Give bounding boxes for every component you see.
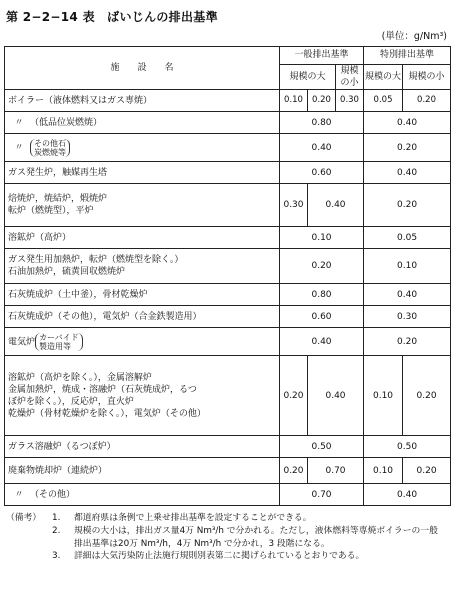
remark-number: 1. bbox=[52, 513, 61, 523]
table-row bbox=[5, 484, 451, 506]
remark-number: 2. bbox=[52, 525, 61, 536]
table-row bbox=[5, 436, 451, 458]
table-row bbox=[5, 284, 451, 306]
remark-item bbox=[6, 550, 446, 563]
special-small-value: 0.20 bbox=[403, 90, 451, 112]
facility-name-text: （低品位炭燃焼） bbox=[30, 117, 103, 128]
special-value: 0.20 bbox=[364, 184, 451, 227]
facility-name bbox=[5, 112, 280, 134]
general-value: 0.80 bbox=[280, 112, 364, 134]
special-value: 0.20 bbox=[364, 134, 451, 162]
facility-header: 施 設 名 bbox=[5, 47, 280, 90]
general-value: 0.20 bbox=[280, 249, 364, 284]
special-large-value: 0.10 bbox=[364, 356, 403, 436]
table-row bbox=[5, 227, 451, 249]
table-row bbox=[5, 90, 451, 112]
special-value: 0.40 bbox=[364, 484, 451, 506]
general-value: 0.60 bbox=[280, 306, 364, 328]
general-value: 0.60 bbox=[280, 162, 364, 184]
general-small-value: 0.40 bbox=[308, 184, 364, 227]
ditto-mark: 〃 bbox=[14, 143, 24, 154]
general-standard-header: 一般排出基準 bbox=[280, 47, 364, 65]
general-large-value: 0.20 bbox=[280, 458, 308, 484]
facility-name: 石灰焼成炉（土中釜），骨材乾燥炉 bbox=[5, 284, 280, 306]
remarks-label: （備考） bbox=[6, 513, 42, 523]
special-value: 0.30 bbox=[364, 306, 451, 328]
facility-name: ガス発生用加熱炉，転炉（燃焼型を除く。） 石油加熱炉，硫黄回収燃焼炉 bbox=[5, 249, 280, 284]
general-large-value: 0.30 bbox=[280, 184, 308, 227]
general-small-header: 規模の小 bbox=[336, 65, 364, 90]
ditto-mark: 〃 bbox=[14, 489, 24, 500]
general-large-value: 0.20 bbox=[280, 356, 308, 436]
special-small-header: 規模の小 bbox=[403, 65, 451, 90]
table-row bbox=[5, 134, 451, 162]
general-small-value-b: 0.30 bbox=[336, 90, 364, 112]
special-large-value: 0.10 bbox=[364, 458, 403, 484]
special-small-value: 0.20 bbox=[403, 356, 451, 436]
table-title: 第 2−2−14 表 ばいじんの排出基準 bbox=[6, 10, 218, 24]
general-value: 0.50 bbox=[280, 436, 364, 458]
remark-text: 詳細は大気汚染防止法施行規則別表第二に掲げられているとおりである。 bbox=[74, 551, 365, 562]
facility-name: 溶鉱炉（高炉を除く。），金属溶解炉 金属加熱炉，焼成・溶融炉（石灰焼成炉，るつ ぼ炉を除く。），反応炉，直火炉 乾燥炉（骨材乾燥炉を除く。），電気炉（その他） bbox=[5, 356, 280, 436]
general-small-value: 0.70 bbox=[308, 458, 364, 484]
table-row bbox=[5, 356, 451, 436]
paren-note: その他石 炭燃焼等 bbox=[30, 139, 70, 157]
general-value: 0.70 bbox=[280, 484, 364, 506]
special-value: 0.10 bbox=[364, 249, 451, 284]
general-value: 0.80 bbox=[280, 284, 364, 306]
general-large-header: 規模の大 bbox=[280, 65, 336, 90]
general-small-value: 0.40 bbox=[308, 356, 364, 436]
table-row bbox=[5, 249, 451, 284]
special-value: 0.50 bbox=[364, 436, 451, 458]
remark-item bbox=[6, 512, 446, 525]
facility-name-text: （その他） bbox=[30, 489, 76, 500]
facility-name: 焙焼炉，焼結炉，煆焼炉 転炉（燃焼型），平炉 bbox=[5, 184, 280, 227]
table-row bbox=[5, 328, 451, 356]
special-value: 0.05 bbox=[364, 227, 451, 249]
paren-note: カーバイド 製造用等 bbox=[35, 333, 83, 351]
general-value: 0.40 bbox=[280, 134, 364, 162]
facility-name bbox=[5, 134, 280, 162]
unit-label: (単位：g/Nm³) bbox=[381, 31, 447, 42]
table-row bbox=[5, 112, 451, 134]
ditto-mark: 〃 bbox=[14, 117, 24, 128]
remarks bbox=[6, 512, 446, 563]
table-row bbox=[5, 458, 451, 484]
general-small-value-a: 0.20 bbox=[308, 90, 336, 112]
facility-name: ボイラー（液体燃料又はガス専焼） bbox=[5, 90, 280, 112]
special-small-value: 0.20 bbox=[403, 458, 451, 484]
remark-text: 規模の大小は，排出ガス量4万 Nm³/h で分かれる。ただし，液体燃料等専焼ボイラーの一般排出基準は20万 Nm³/h，4万 Nm³/h で分かれ，3 段階になる。 bbox=[74, 525, 438, 549]
special-large-header: 規模の大 bbox=[364, 65, 403, 90]
general-large-value: 0.10 bbox=[280, 90, 308, 112]
facility-name: 電気炉カーバイド 製造用等 bbox=[5, 328, 280, 356]
facility-name: 石灰焼成炉（その他），電気炉（合金鉄製造用） bbox=[5, 306, 280, 328]
remark-number: 3. bbox=[52, 551, 61, 562]
table-row bbox=[5, 306, 451, 328]
facility-name: ガラス溶融炉（るつぼ炉） bbox=[5, 436, 280, 458]
special-value: 0.20 bbox=[364, 328, 451, 356]
special-value: 0.40 bbox=[364, 284, 451, 306]
remark-item bbox=[6, 525, 446, 551]
general-value: 0.40 bbox=[280, 328, 364, 356]
facility-name: 溶鉱炉（高炉） bbox=[5, 227, 280, 249]
special-standard-header: 特別排出基準 bbox=[364, 47, 451, 65]
remark-text: 都道府県は条例で上乗せ排出基準を設定することができる。 bbox=[74, 513, 312, 523]
facility-name: ガス発生炉，触媒再生塔 bbox=[5, 162, 280, 184]
table-row bbox=[5, 184, 451, 227]
table-row bbox=[5, 162, 451, 184]
facility-name: 廃棄物焼却炉（連続炉） bbox=[5, 458, 280, 484]
special-large-value: 0.05 bbox=[364, 90, 403, 112]
emission-standards-table bbox=[4, 46, 451, 506]
general-value: 0.10 bbox=[280, 227, 364, 249]
special-value: 0.40 bbox=[364, 162, 451, 184]
facility-name bbox=[5, 484, 280, 506]
special-value: 0.40 bbox=[364, 112, 451, 134]
